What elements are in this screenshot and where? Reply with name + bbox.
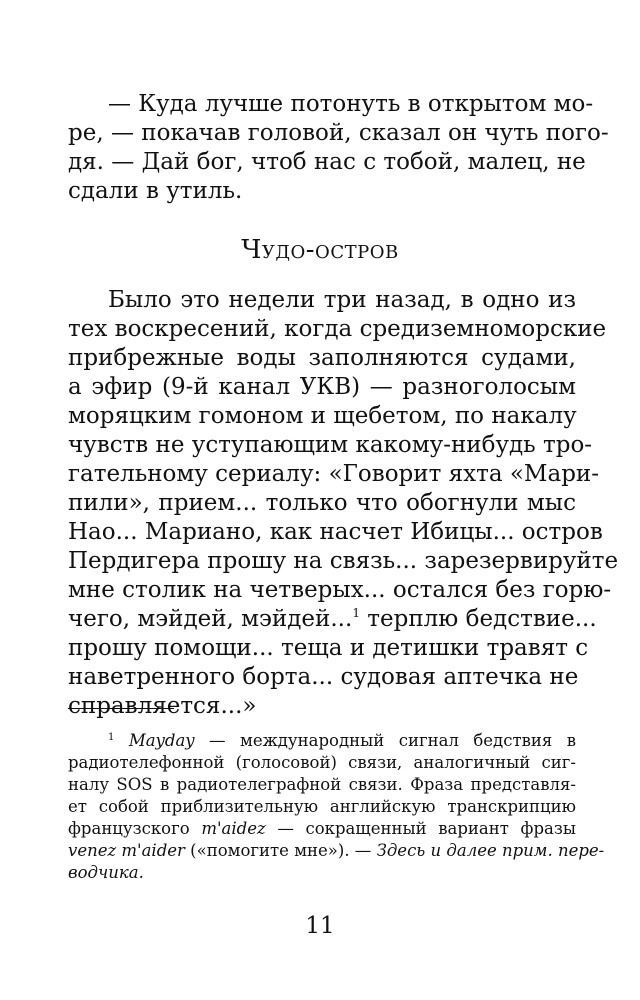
footnote-line [68, 818, 576, 840]
footnote-line [68, 840, 605, 862]
footnote-marker: 1 [108, 732, 115, 743]
footnote-reference[interactable]: 1 [352, 606, 360, 620]
footnote-line: налу SOS в радиотелеграфной связи. Фраза представля- [68, 775, 576, 794]
footnote-term: Mayday [128, 731, 195, 750]
footnote-text: — сокращенный вариант фразы [265, 819, 576, 838]
section-title: Чудо-остров [241, 235, 399, 265]
footnote-line: радиотелефонной (голосовой) связи, аналогичный сиг- [68, 753, 576, 772]
text-line: Пердигера прошу на связь... зарезервируйте [68, 548, 619, 574]
text-segment: терплю бедствие... [359, 606, 597, 632]
text-line: прибрежные воды заполняются судами, [68, 345, 576, 371]
text-line: тех воскресений, когда средиземноморские [68, 316, 607, 342]
text-line: сдали в утиль. [68, 178, 243, 204]
text-line: прошу помощи... теща и детишки травят с [68, 635, 589, 661]
footnote-line: ет собой приблизительную английскую транскрипцию [68, 797, 576, 816]
footnote-line [68, 730, 576, 752]
translator-note: водчика. [68, 863, 144, 882]
text-line: Нао... Мариано, как насчет Ибицы... остров [68, 519, 603, 545]
text-line-with-footnote-ref [68, 605, 597, 634]
text-line: а эфир (9-й канал УКВ) — разноголосым [68, 374, 576, 400]
text-line: ре, — покачав головой, сказал он чуть пого- [68, 120, 609, 146]
footnote-line [68, 862, 576, 884]
footnote-text: («помогите мне»). — [184, 841, 377, 860]
footnote-text: французского [68, 819, 202, 838]
footnote-term: venez m'aider [68, 841, 185, 860]
footnote-term: m'aidez [201, 819, 266, 838]
text-line: наветренного борта... судовая аптечка не [68, 664, 579, 690]
text-segment: чего, мэйдей, мэйдей... [68, 606, 353, 632]
text-line: дя. — Дай бог, чтоб нас с тобой, малец, не [68, 149, 586, 175]
text-line: Было это недели три назад, в одно из [108, 287, 576, 313]
footnote-divider [68, 708, 174, 709]
text-line: — Куда лучше потонуть в открытом мо- [108, 91, 594, 117]
text-line: моряцким гомоном и щебетом, по накалу [68, 403, 577, 429]
text-line: гательному сериалу: «Говорит яхта «Мари- [68, 461, 600, 487]
translator-note: Здесь и далее прим. пере- [376, 841, 605, 860]
text-line: чувств не уступающим какому-нибудь тро- [68, 432, 593, 458]
text-line: справляется...» [68, 693, 257, 719]
footnote-text: — международный сигнал бедствия в [194, 731, 576, 750]
page-number: 11 [305, 913, 335, 939]
text-line: пили», прием... только что обогнули мыс [68, 490, 576, 516]
text-line: мне столик на четверых... остался без горю- [68, 577, 612, 603]
